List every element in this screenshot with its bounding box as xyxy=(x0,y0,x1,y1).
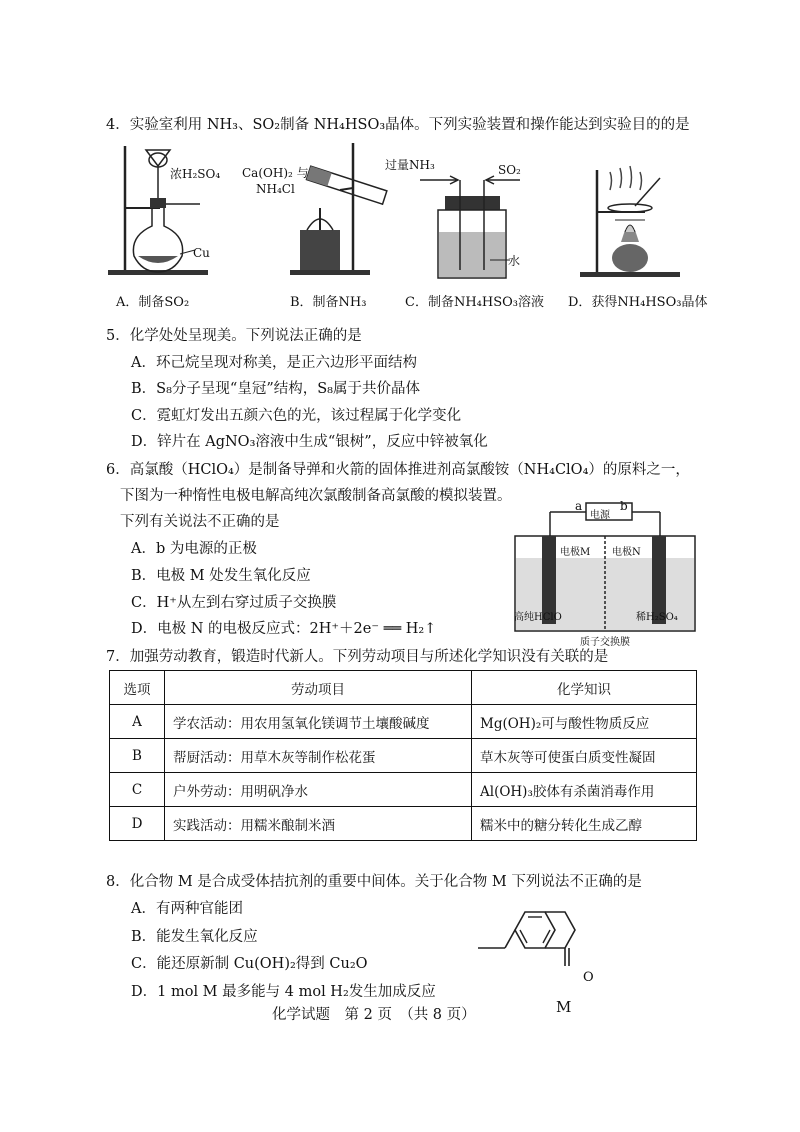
q4-caption-d: D．获得NH₄HSO₃晶体 xyxy=(568,295,708,310)
apparatus-c-so2-label: SO₂ xyxy=(498,163,521,177)
row-labor: 实践活动：用糯米酿制米酒 xyxy=(165,807,472,841)
electrode-n-label: 电极N xyxy=(612,547,641,558)
q5-option-a: A．环己烷呈现对称美，是正六边形平面结构 xyxy=(131,355,417,371)
apparatus-a-acid-label: 浓H₂SO₄ xyxy=(170,167,221,181)
row-option: A xyxy=(110,705,165,739)
table-header-row xyxy=(110,671,697,705)
q8-option-a: A．有两种官能团 xyxy=(131,901,243,917)
left-solution-label: 高纯HClO xyxy=(514,612,562,623)
row-knowledge: Mg(OH)₂可与酸性物质反应 xyxy=(472,705,697,739)
q4-caption-a: A．制备SO₂ xyxy=(116,295,190,310)
apparatus-b-figure xyxy=(285,138,395,278)
q4-caption-c: C．制备NH₄HSO₃溶液 xyxy=(405,295,544,310)
apparatus-a-cu-label: Cu xyxy=(193,246,210,260)
header-option: 选项 xyxy=(110,671,165,705)
apparatus-d-figure xyxy=(575,150,695,280)
electrode-m-label: 电极M xyxy=(560,547,591,558)
q8-option-d: D．1 mol M 最多能与 4 mol H₂发生加成反应 xyxy=(131,984,436,1000)
q6-stem-line1: 6．高氯酸（HClO₄）是制备导弹和火箭的固体推进剂高氯酸铵（NH₄ClO₄）的原料之一， xyxy=(106,462,690,478)
apparatus-c-nh3-label: 过量NH₃ xyxy=(385,158,435,172)
row-option: C xyxy=(110,773,165,807)
q7-stem: 7．加强劳动教育，锻造时代新人。下列劳动项目与所述化学知识没有关联的是 xyxy=(106,649,609,665)
q6-stem-line3: 下列有关说法不正确的是 xyxy=(120,514,280,530)
electrode-b-label: b xyxy=(620,499,628,513)
row-option: D xyxy=(110,807,165,841)
apparatus-b-reagent-label-bottom: NH₄Cl xyxy=(256,182,295,196)
table-row xyxy=(110,739,697,773)
row-knowledge: 草木灰等可使蛋白质变性凝固 xyxy=(472,739,697,773)
right-solution-label: 稀H₂SO₄ xyxy=(636,612,678,623)
table-row xyxy=(110,773,697,807)
q4-stem: 4．实验室利用 NH₃、SO₂制备 NH₄HSO₃晶体。下列实验装置和操作能达到实验目的的是 xyxy=(106,117,690,133)
table-row xyxy=(110,705,697,739)
q5-stem: 5．化学处处呈现美。下列说法正确的是 xyxy=(106,328,362,344)
q5-option-b: B．S₈分子呈现“皇冠”结构，S₈属于共价晶体 xyxy=(131,381,420,397)
molecule-m-structure xyxy=(470,900,610,1000)
electrode-a-label: a xyxy=(575,499,583,513)
table-row xyxy=(110,807,697,841)
apparatus-c-water-label: 水 xyxy=(508,254,521,268)
q7-table xyxy=(109,670,697,841)
q8-option-c: C．能还原新制 Cu(OH)₂得到 Cu₂O xyxy=(131,956,368,972)
q8-stem: 8．化合物 M 是合成受体拮抗剂的重要中间体。关于化合物 M 下列说法不正确的是 xyxy=(106,874,642,890)
apparatus-b-reagent-label-top: Ca(OH)₂ 与 xyxy=(242,166,309,180)
row-labor: 学农活动：用农用氢氧化镁调节土壤酸碱度 xyxy=(165,705,472,739)
q6-option-d: D．电极 N 的电极反应式：2H⁺＋2e⁻ ══ H₂↑ xyxy=(131,621,437,637)
row-knowledge: 糯米中的糖分转化生成乙醇 xyxy=(472,807,697,841)
q8-option-b: B．能发生氧化反应 xyxy=(131,929,258,945)
q6-option-b: B．电极 M 处发生氧化反应 xyxy=(131,568,311,584)
membrane-label: 质子交换膜 xyxy=(580,637,630,648)
carbonyl-oxygen-label: O xyxy=(583,970,594,985)
q5-option-c: C．霓虹灯发出五颜六色的光，该过程属于化学变化 xyxy=(131,408,462,424)
header-labor: 劳动项目 xyxy=(165,671,472,705)
power-source-label: 电源 xyxy=(590,510,610,521)
row-option: B xyxy=(110,739,165,773)
q4-caption-b: B．制备NH₃ xyxy=(290,295,367,310)
q6-stem-line2: 下图为一种惰性电极电解高纯次氯酸制备高氯酸的模拟装置。 xyxy=(120,488,512,504)
q5-option-d: D．锌片在 AgNO₃溶液中生成“银树”，反应中锌被氧化 xyxy=(131,434,488,450)
molecule-name-label: M xyxy=(556,998,572,1016)
page-footer: 化学试题 第 2 页 （共 8 页） xyxy=(272,1007,476,1023)
q6-option-c: C．H⁺从左到右穿过质子交换膜 xyxy=(131,595,337,611)
row-labor: 帮厨活动：用草木灰等制作松花蛋 xyxy=(165,739,472,773)
q6-option-a: A．b 为电源的正极 xyxy=(131,541,257,557)
row-knowledge: Al(OH)₃胶体有杀菌消毒作用 xyxy=(472,773,697,807)
header-knowledge: 化学知识 xyxy=(472,671,697,705)
row-labor: 户外劳动：用明矾净水 xyxy=(165,773,472,807)
